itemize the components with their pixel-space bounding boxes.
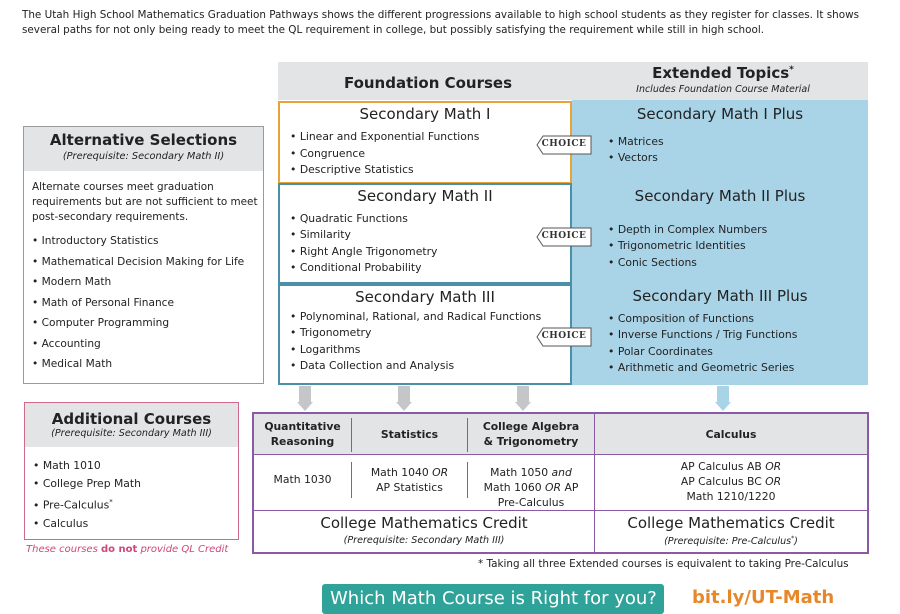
- alternative-item: • Math of Personal Finance: [32, 293, 263, 314]
- additional-item: • Pre-Calculus*: [33, 493, 238, 515]
- topic-item: • Similarity: [290, 227, 570, 243]
- course-title: Secondary Math III: [355, 288, 495, 306]
- alternative-item: • Accounting: [32, 334, 263, 355]
- topic-item: • Data Collection and Analysis: [290, 358, 570, 374]
- alternative-item: • Mathematical Decision Making for Life: [32, 252, 263, 273]
- topic-item: • Right Angle Trigonometry: [290, 244, 570, 260]
- down-arrow-icon: [396, 386, 412, 412]
- topic-item: • Vectors: [608, 150, 664, 166]
- choice-tag: CHOICE: [536, 135, 592, 155]
- foundation-header: Foundation Courses: [343, 74, 513, 92]
- extended-subheader: Includes Foundation Course Material: [636, 84, 810, 95]
- topic-item: • Conditional Probability: [290, 260, 570, 276]
- topic-item: • Polar Coordinates: [608, 344, 797, 360]
- topic-item: • Composition of Functions: [608, 311, 797, 327]
- down-arrow-icon: [715, 386, 731, 412]
- divider: [254, 510, 867, 511]
- additional-header: [25, 403, 238, 447]
- extended-course-title: Secondary Math III Plus: [632, 287, 808, 305]
- topic-item: • Arithmetic and Geometric Series: [608, 360, 797, 376]
- topic-item: • Quadratic Functions: [290, 211, 570, 227]
- topic-item: • Trigonometry: [290, 325, 570, 341]
- additional-courses-box: [24, 402, 239, 540]
- secondary-math-2-box: [278, 183, 572, 284]
- secondary-math-3-box: [278, 284, 572, 385]
- choice-tag: CHOICE: [536, 227, 592, 247]
- intro-text: The Utah High School Mathematics Graduation Pathways shows the different progressions available to high school students as they register for classes. It shows several paths for not only being ready to meet the QL requirement in college, but possibly satisfying the requirement while still in high school.: [22, 9, 859, 36]
- alternative-item: • Computer Programming: [32, 313, 263, 334]
- additional-item: • College Prep Math: [33, 475, 238, 493]
- additional-prereq: (Prerequisite: Secondary Math III): [51, 428, 212, 439]
- banner-text: Which Math Course is Right for you?: [330, 588, 657, 609]
- course-title: Secondary Math I: [359, 105, 491, 123]
- topic-item: • Descriptive Statistics: [290, 162, 570, 179]
- college-credit-prereq: (Prerequisite: Pre-Calculus*): [664, 535, 798, 548]
- header-statistics: Statistics: [380, 428, 439, 441]
- course-title: Secondary Math II: [357, 187, 493, 205]
- alternative-selections-box: [23, 126, 264, 384]
- extended-course-title: Secondary Math I Plus: [636, 105, 804, 123]
- quant-course: Math 1030: [273, 473, 332, 486]
- topic-item: • Linear and Exponential Functions: [290, 129, 570, 146]
- secondary-math-1-box: [278, 101, 572, 184]
- choice-tag: CHOICE: [536, 327, 592, 347]
- calculus-courses: AP Calculus AB OR AP Calculus BC OR Math 1210/1220: [680, 460, 782, 503]
- alternative-header: [24, 127, 263, 171]
- college-credit-title: College Mathematics Credit: [320, 514, 528, 532]
- banner-link[interactable]: bit.ly/UT-Math: [692, 587, 835, 608]
- footnote: * Taking all three Extended courses is equivalent to taking Pre-Calculus: [478, 558, 849, 570]
- ql-credit-note: These courses do not provide QL Credit: [26, 544, 229, 555]
- algebra-courses: Math 1050 and Math 1060 OR AP Pre-Calculus: [483, 466, 579, 509]
- additional-item: • Math 1010: [33, 457, 238, 475]
- divider: [254, 454, 867, 455]
- topic-item: • Matrices: [608, 134, 664, 150]
- extended-course-title: Secondary Math II Plus: [634, 187, 806, 205]
- header-algebra: College Algebra & Trigonometry: [482, 420, 580, 448]
- header-quantitative: Quantitative Reasoning: [264, 420, 341, 448]
- topic-item: • Trigonometric Identities: [608, 238, 767, 254]
- topic-item: • Conic Sections: [608, 255, 767, 271]
- topic-item: • Logarithms: [290, 342, 570, 358]
- down-arrow-icon: [515, 386, 531, 412]
- college-credit-title: College Mathematics Credit: [627, 514, 835, 532]
- stats-courses: Math 1040 OR AP Statistics: [370, 466, 449, 494]
- extended-header: Extended Topics*: [652, 64, 794, 82]
- alternative-prereq: (Prerequisite: Secondary Math II): [62, 151, 225, 162]
- topic-item: • Inverse Functions / Trig Functions: [608, 327, 797, 343]
- alternative-item: • Introductory Statistics: [32, 231, 263, 252]
- topic-item: • Polynominal, Rational, and Radical Functions: [290, 309, 570, 325]
- additional-item: • Calculus: [33, 515, 238, 533]
- alternative-title: Alternative Selections: [49, 131, 238, 149]
- topic-item: • Congruence: [290, 146, 570, 163]
- alternative-item: • Medical Math: [32, 354, 263, 375]
- alternative-item: • Modern Math: [32, 272, 263, 293]
- header-calculus: Calculus: [705, 428, 757, 441]
- alternative-description: Alternate courses meet graduation requirements but are not sufficient to meet post-secondary requirements.: [32, 181, 258, 223]
- topic-item: • Depth in Complex Numbers: [608, 222, 767, 238]
- down-arrow-icon: [297, 386, 313, 412]
- additional-title: Additional Courses: [51, 410, 212, 428]
- college-credit-prereq: (Prerequisite: Secondary Math III): [343, 535, 505, 546]
